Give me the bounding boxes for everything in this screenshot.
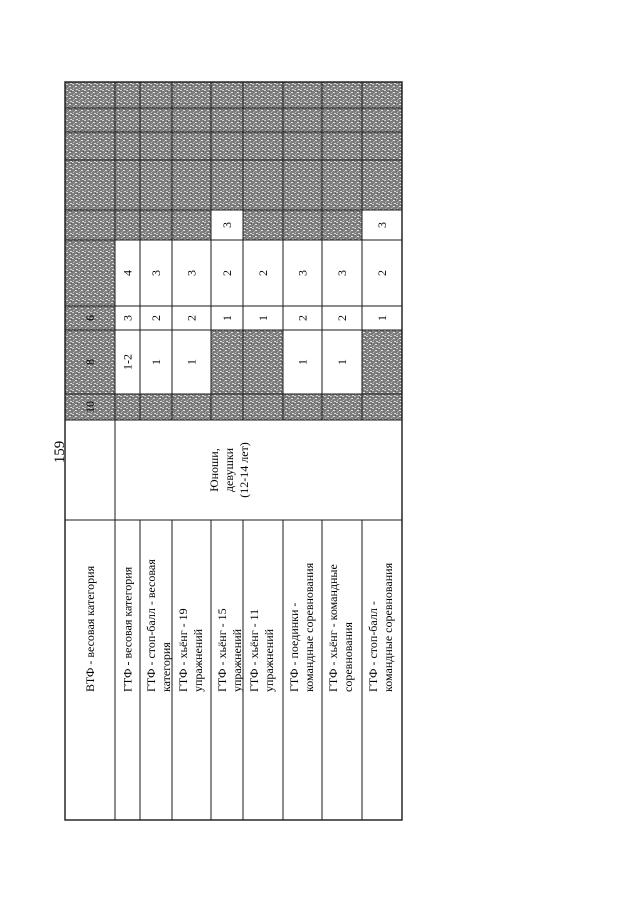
table-cell: [115, 160, 140, 210]
table-cell: [140, 82, 172, 108]
table-cell: [283, 160, 322, 210]
discipline-label: ВТФ - весовая категория: [83, 565, 97, 692]
column-heading: 10: [83, 401, 97, 413]
cell-value: 2: [335, 315, 349, 321]
cell-value: 1: [375, 315, 389, 321]
table-cell: [243, 132, 283, 160]
table-cell: [211, 160, 243, 210]
table-cell: [172, 210, 211, 240]
results-table: [65, 82, 402, 820]
age-group-label: Юноши,: [207, 448, 221, 492]
table-cell: [243, 210, 283, 240]
discipline-label: командные соревнования: [381, 562, 395, 692]
cell-value: 3: [120, 315, 135, 321]
table-cell: [362, 160, 402, 210]
cell-value: 1: [220, 315, 234, 321]
cell-value: 3: [184, 270, 199, 276]
table-cell: [115, 210, 140, 240]
cell-value: 3: [375, 222, 389, 228]
cell-value: 1: [184, 359, 199, 365]
table-cell: [283, 210, 322, 240]
cell-value: 1: [256, 315, 270, 321]
column-heading: 8: [83, 359, 97, 365]
cell-value: 3: [220, 222, 234, 228]
table-cell: [362, 132, 402, 160]
table-cell: [243, 82, 283, 108]
table-cell: [140, 160, 172, 210]
cell-value: 3: [149, 270, 163, 276]
cell-value: 2: [149, 315, 163, 321]
table-cell: [322, 394, 362, 420]
table-cell: [362, 394, 402, 420]
table-cell: [283, 132, 322, 160]
table-cell: [322, 132, 362, 160]
discipline-label: командные соревнования: [302, 562, 316, 692]
table-cell: [322, 160, 362, 210]
table-cell: [65, 132, 115, 160]
table-cell: [283, 394, 322, 420]
discipline-label: ГТФ - поединки -: [287, 602, 301, 692]
table-cell: [211, 132, 243, 160]
table-cell: [283, 108, 322, 132]
cell-value: 1: [335, 359, 349, 365]
table-cell: [362, 330, 402, 394]
cell-value: 2: [184, 315, 199, 321]
discipline-label: упражнений: [191, 628, 205, 692]
table-cell: [283, 82, 322, 108]
cell-value: 1-2: [120, 354, 135, 370]
table-cell: [65, 82, 115, 108]
table-cell: [140, 132, 172, 160]
table-cell: [172, 108, 211, 132]
cell-value: 4: [120, 270, 135, 276]
table-cell: [115, 82, 140, 108]
discipline-label: ГТФ - хьёнг - 19: [176, 608, 190, 692]
table-cell: [243, 160, 283, 210]
table-cell: [243, 108, 283, 132]
table-cell: [65, 160, 115, 210]
discipline-label: категория: [159, 642, 173, 692]
table-cell: [322, 82, 362, 108]
table-cell: [115, 108, 140, 132]
discipline-label: ГТФ - хьёнг - командные: [326, 564, 340, 692]
cell-value: 2: [295, 315, 310, 321]
discipline-label: ГТФ - стоп-балл - весовая: [144, 559, 158, 692]
age-group-label: (12-14 лет): [237, 442, 251, 498]
table-cell: [140, 210, 172, 240]
page-number: 159: [52, 440, 68, 464]
table-cell: [211, 108, 243, 132]
discipline-label: соревнования: [341, 622, 355, 692]
table-cell: [211, 394, 243, 420]
table-cell: [172, 132, 211, 160]
table-cell: [362, 82, 402, 108]
table-cell: [140, 108, 172, 132]
table-cell: [322, 210, 362, 240]
table-cell: [211, 330, 243, 394]
cell-value: 1: [295, 359, 310, 365]
table-cell: [140, 394, 172, 420]
discipline-label: упражнений: [230, 628, 244, 692]
cell-value: 3: [295, 270, 310, 276]
cell-value: 3: [335, 270, 349, 276]
column-heading: 6: [83, 315, 97, 321]
discipline-label: ГТФ - весовая категория: [120, 566, 135, 692]
cell-value: 2: [256, 270, 270, 276]
table-cell: [172, 394, 211, 420]
table-cell: [243, 394, 283, 420]
table-cell: [172, 82, 211, 108]
table-cell: [65, 108, 115, 132]
table-cell: [65, 210, 115, 240]
discipline-label: ГТФ - хьёнг - 15: [215, 608, 229, 692]
discipline-label: упражнений: [262, 628, 276, 692]
cell-value: 2: [220, 270, 234, 276]
table-cell: [322, 108, 362, 132]
table-cell: [172, 160, 211, 210]
table-cell: [211, 82, 243, 108]
age-group-label: девушки: [222, 447, 236, 493]
table-cell: [243, 330, 283, 394]
table-cell: [65, 240, 115, 306]
cell-value: 2: [375, 270, 389, 276]
table-cell: [362, 108, 402, 132]
discipline-label: ГТФ - стоп-балл -: [366, 601, 380, 692]
discipline-label: ГТФ - хьёнг - 11: [247, 608, 261, 692]
cell-value: 1: [149, 359, 163, 365]
table-cell: [115, 394, 140, 420]
table-cell: [115, 132, 140, 160]
